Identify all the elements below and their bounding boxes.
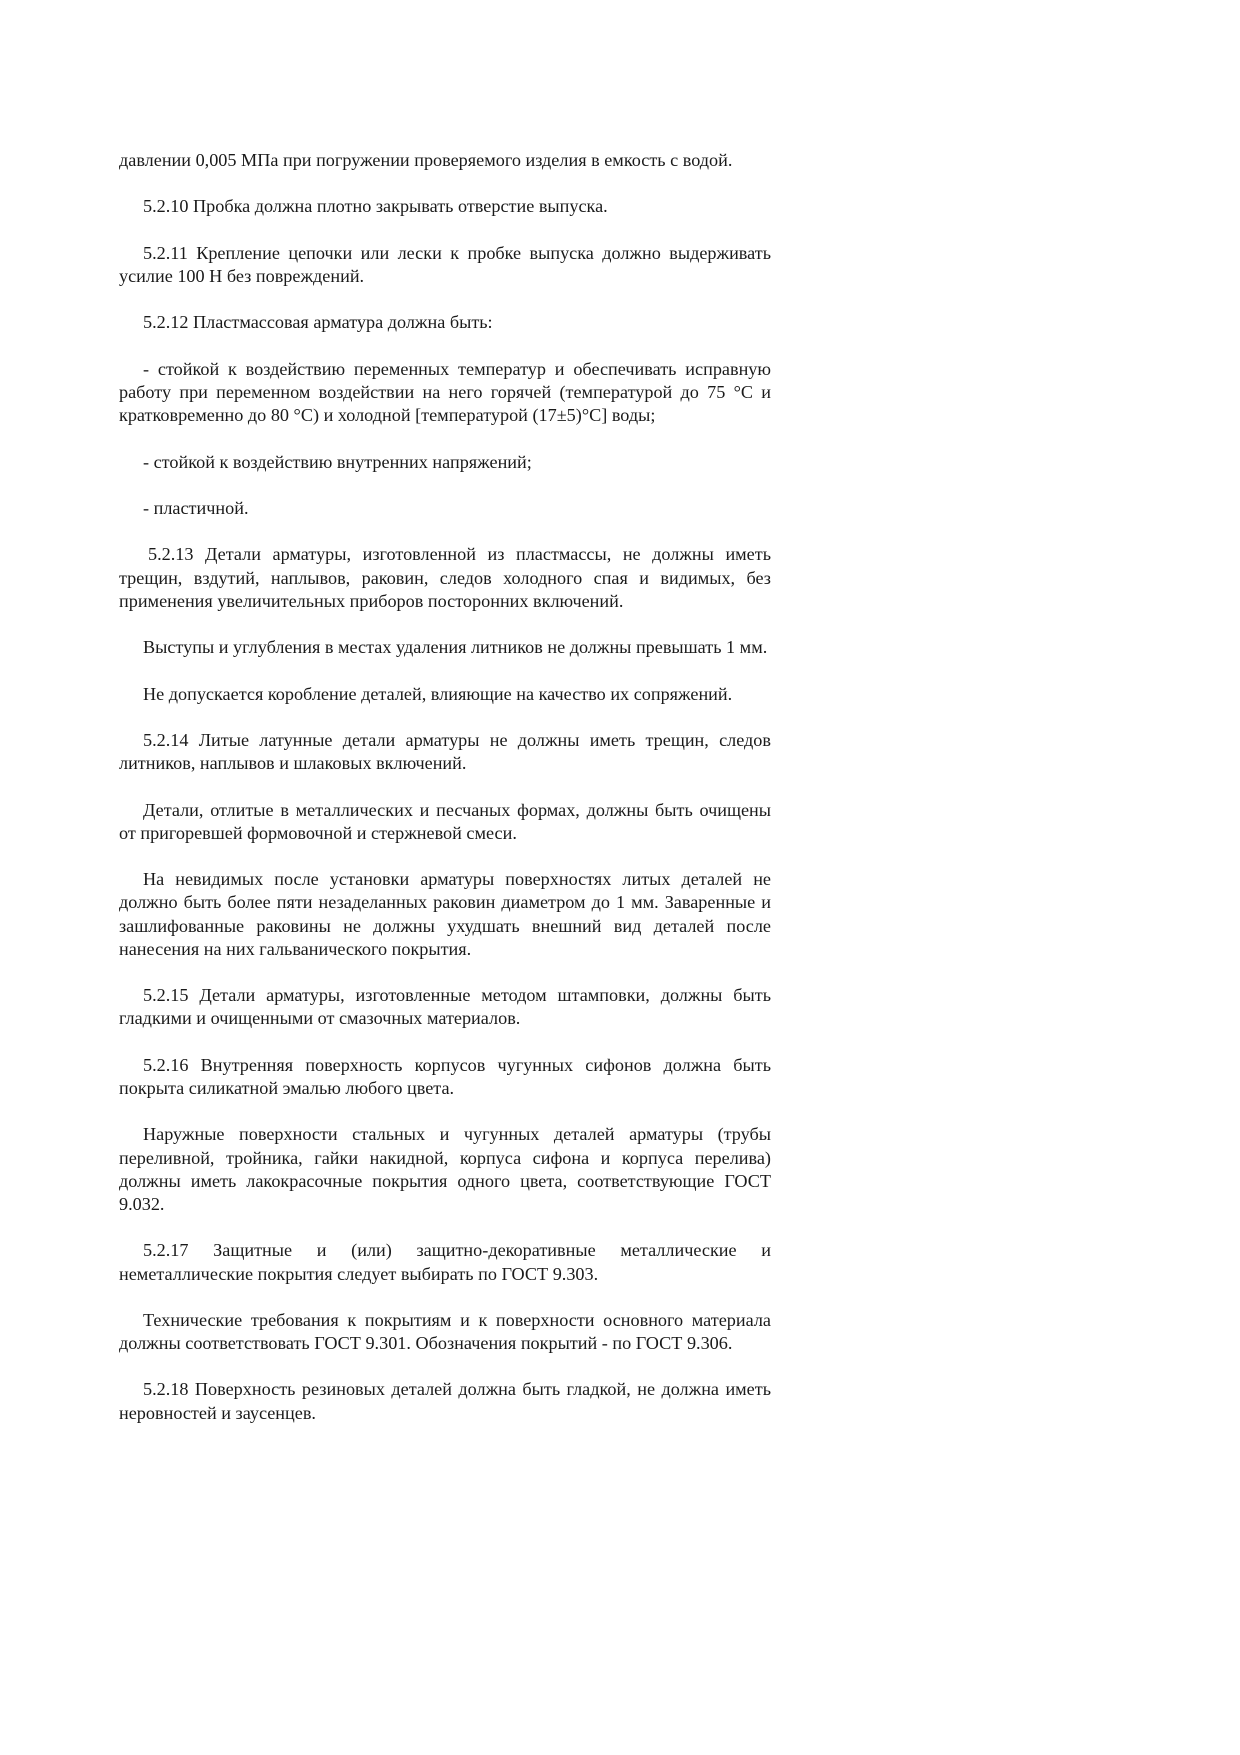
list-item-internal-stress: - стойкой к воздействию внутренних напряжений; xyxy=(143,451,532,472)
clause-5-2-13: 5.2.13 Детали арматуры, изготовленной из пластмассы, не должны иметь трещин, вздутий, наплывов, раковин, следов холодного спая и видимых, без применения увеличительных приборов посторонних включений. xyxy=(119,544,771,611)
clause-5-2-18: 5.2.18 Поверхность резиновых деталей должна быть гладкой, не должна иметь неровностей и заусенцев. xyxy=(119,1379,771,1423)
paragraph-warping: Не допускается коробление деталей, влияющие на качество их сопряжений. xyxy=(143,683,733,704)
clause-5-2-14: 5.2.14 Литые латунные детали арматуры не должны иметь трещин, следов литников, наплывов и шлаковых включений. xyxy=(119,729,771,774)
paragraph-cast-parts: Детали, отлитые в металлических и песчаных формах, должны быть очищены от пригоревшей формовочной и стержневой смеси. xyxy=(119,799,771,843)
clause-5-2-10: 5.2.10 Пробка должна плотно закрывать отверстие выпуска. xyxy=(143,196,608,217)
paragraph-continuation: давлении 0,005 МПа при погружении проверяемого изделия в емкость с водой. xyxy=(119,150,733,170)
paragraph-technical-requirements: Технические требования к покрытиям и к поверхности основного материала должны соответствовать ГОСТ 9.301. Обозначения покрытий - по ГОСТ 9.306. xyxy=(119,1309,771,1354)
clause-5-2-12: 5.2.12 Пластмассовая арматура должна быть: xyxy=(143,312,493,333)
clause-5-2-16: 5.2.16 Внутренняя поверхность корпусов чугунных сифонов должна быть покрыта силикатной эмалью любого цвета. xyxy=(119,1054,771,1098)
document-page xyxy=(119,149,771,1425)
clause-5-2-15: 5.2.15 Детали арматуры, изготовленные методом штамповки, должны быть гладкими и очищенными от смазочных материалов. xyxy=(119,985,771,1029)
list-item-temperature-resistance: - стойкой к воздействию переменных температур и обеспечивать исправную работу при переменном воздействии на него горячей (температурой до 75 °С и кратковременно до 80 °С) и холодной [температурой (17±5)°С] воды; xyxy=(119,358,771,426)
paragraph-cavities: На невидимых после установки арматуры поверхностях литых деталей не должно быть более пяти незаделанных раковин диаметром до 1 мм. Заваренные и зашлифованные раковины не должны ухудшать внешний вид деталей после нанесения на них гальванического покрытия. xyxy=(119,869,771,959)
paragraph-external-surfaces: Наружные поверхности стальных и чугунных деталей арматуры (трубы переливной, тройника, гайки накидной, корпуса сифона и корпуса перелива) должны иметь лакокрасочные покрытия одного цвета, соответствующие ГОСТ 9.032. xyxy=(119,1124,771,1214)
list-item-plastic: - пластичной. xyxy=(143,497,249,518)
clause-5-2-17: 5.2.17 Защитные и (или) защитно-декоративные металлические и неметаллические покрытия следует выбирать по ГОСТ 9.303. xyxy=(119,1240,771,1284)
paragraph-protrusions: Выступы и углубления в местах удаления литников не должны превышать 1 мм. xyxy=(143,637,768,658)
clause-5-2-11: 5.2.11 Крепление цепочки или лески к пробке выпуска должно выдерживать усилие 100 Н без повреждений. xyxy=(119,242,771,286)
